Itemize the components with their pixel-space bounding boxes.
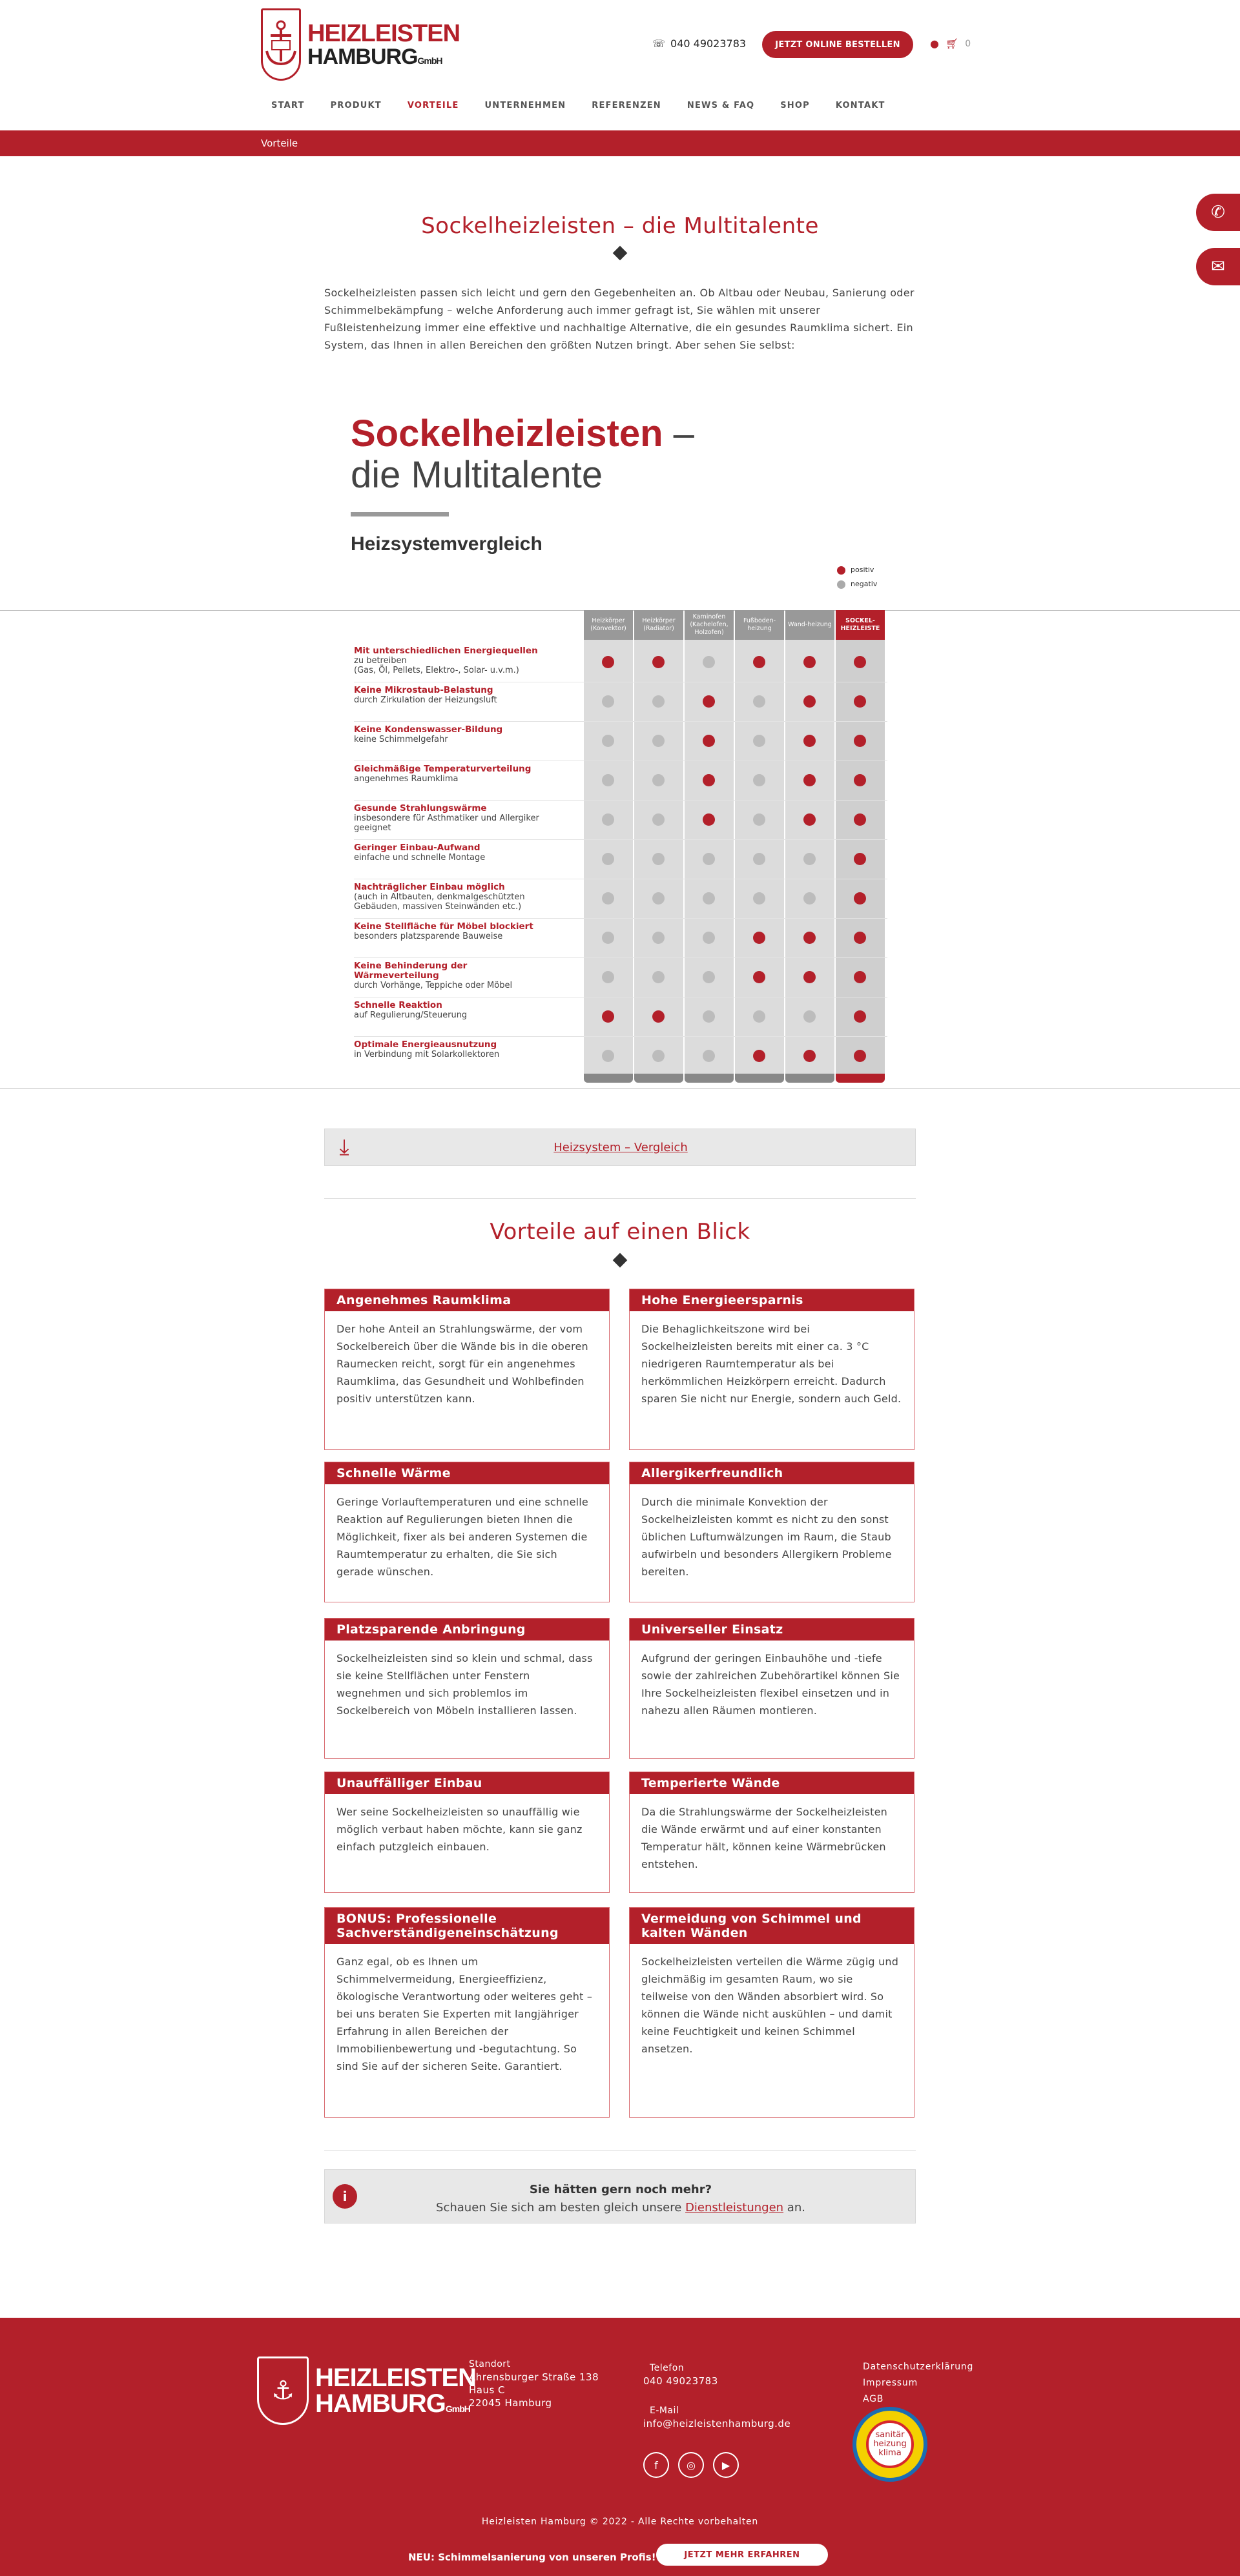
column-header: Wand-heizung (785, 610, 834, 640)
phone-label: Telefon (650, 2363, 685, 2373)
negative-dot-icon (803, 853, 816, 865)
instagram-icon[interactable]: ◎ (678, 2452, 704, 2478)
cart-icon[interactable]: 🛒︎ (945, 37, 959, 50)
positive-dot-icon (854, 971, 866, 983)
legend (837, 563, 877, 591)
nav-item-shop[interactable]: SHOP (780, 101, 810, 110)
positive-dot-icon (803, 656, 816, 668)
positive-dot-icon (703, 774, 715, 786)
footer-email[interactable]: info@heizleistenhamburg.de (643, 2418, 791, 2429)
column-header: SOCKEL-HEIZLEISTE (836, 610, 885, 640)
negative-dot-icon (652, 735, 665, 747)
positive-dot-icon (753, 656, 765, 668)
logo-line1: HEIZLEISTEN (307, 20, 460, 47)
row-label (354, 686, 541, 705)
nav-item-vorteile[interactable]: VORTEILE (407, 101, 459, 110)
column-header: Fußboden-heizung (735, 610, 784, 640)
site-header (0, 0, 1240, 130)
info-icon: i (333, 2184, 357, 2209)
row-description: (auch in Altbauten, denkmalgeschützten Gebäuden, massiven Steinwänden etc.) (354, 892, 525, 912)
positive-dot-icon (753, 1050, 765, 1062)
title-underline (351, 512, 449, 516)
shk-seal (852, 2407, 927, 2482)
benefit-card-text: Aufgrund der geringen Einbauhöhe und -tiefe sowie der zahlreichen Zubehörartikel können Sie Ihre Sockelheizleisten flexibel einsetzen und in nahezu allen Räumen montieren. (641, 1652, 900, 1717)
negative-dot-icon (652, 853, 665, 865)
user-icon[interactable]: ● (930, 37, 939, 50)
footer-logo-line2: HAMBURG (315, 2389, 446, 2418)
negative-dot-icon (703, 971, 715, 983)
negative-dot-icon (652, 1050, 665, 1062)
breadcrumb[interactable]: Vorteile (261, 138, 298, 149)
positive-dot-icon (854, 1010, 866, 1023)
negative-dot-icon (652, 774, 665, 786)
positive-dot-icon (854, 853, 866, 865)
benefit-card-text: Sockelheizleisten verteilen die Wärme zügig und gleichmäßig im gesamten Raum, wo sie teilweise von den Wänden absorbiert wird. So können die Wände nicht auskühlen – und damit keine Feuchtigkeit und keinen Schimmel ansetzen. (641, 1956, 899, 2055)
row-description: auf Regulierung/Steuerung (354, 1010, 468, 1020)
table-row (354, 682, 887, 721)
table-row (354, 957, 887, 997)
positive-dot-icon (803, 774, 816, 786)
benefit-card-title: Hohe Energieersparnis (630, 1289, 914, 1311)
divider (324, 1198, 916, 1199)
positive-dot-icon (854, 1050, 866, 1062)
facebook-icon[interactable]: f (643, 2452, 669, 2478)
negative-dot-icon (703, 1010, 715, 1023)
benefit-card (629, 1462, 914, 1602)
row-title: Keine Behinderung der Wärmeverteilung (354, 961, 468, 981)
negative-dot-icon (652, 932, 665, 944)
benefit-card-title: Schnelle Wärme (325, 1462, 609, 1484)
benefit-card-title: Universeller Einsatz (630, 1619, 914, 1641)
more-title: Sie hätten gern noch mehr? (529, 2183, 712, 2196)
negative-dot-icon (753, 774, 765, 786)
terms-link[interactable]: AGB (863, 2394, 884, 2404)
table-row (354, 721, 887, 761)
positive-dot-icon (602, 1010, 614, 1023)
negative-dot-icon (753, 813, 765, 826)
side-mail-button[interactable] (1196, 248, 1240, 285)
column-header: Heizkörper (Radiator) (634, 610, 683, 640)
negative-dot-icon (602, 932, 614, 944)
row-title: Keine Kondenswasser-Bildung (354, 724, 503, 735)
benefit-card-text: Der hohe Anteil an Strahlungswärme, der vom Sockelbereich über die Wände bis in die oberen Raumecken reicht, sorgt für ein angenehmes Raumklima, das Gesundheit und Wohlbefinden positiv unterstützen kann. (336, 1323, 588, 1405)
row-label (354, 1040, 541, 1059)
benefit-card-text: Geringe Vorlauftemperaturen und eine schnelle Reaktion auf Regulierungen bieten Ihnen die Möglichkeit, fixer als bei anderen Systemen die Raumtemperatur zu erhalten, die Sie sich gerade wünschen. (336, 1496, 588, 1578)
positive-dot-icon (652, 656, 665, 668)
negative-dot-icon (803, 892, 816, 905)
intro-text: Sockelheizleisten passen sich leicht und gern den Gegebenheiten an. Ob Altbau oder Neubau, Sanierung oder Schimmelbekämpfung – welche Anforderung auch immer gefragt ist, Sie wählen mit unserer Fußleistenheizung immer eine effektive und nachhaltige Alternative, die ein gesundes Raumklima sichert. Ein System, das Ihnen in allen Bereichen den größten Nutzen bringt. Aber sehen Sie selbst: (324, 287, 914, 351)
benefit-card-title: Temperierte Wände (630, 1772, 914, 1794)
infographic-title-b: die Multitalente (351, 453, 603, 496)
seal-text: sanitär heizung klima (866, 2420, 914, 2468)
social-links (643, 2452, 739, 2478)
row-title: Geringer Einbau-Aufwand (354, 843, 480, 853)
anchor-logo-icon (261, 8, 301, 81)
row-description: durch Vorhänge, Teppiche oder Möbel (354, 981, 513, 990)
positive-dot-icon (837, 566, 845, 575)
logo-line2: HAMBURG (307, 45, 418, 69)
row-description: in Verbindung mit Solarkollektoren (354, 1050, 500, 1059)
cart-count: 0 (965, 38, 971, 49)
benefit-card (629, 1772, 914, 1893)
download-icon: ⤓ (339, 1134, 349, 1160)
benefit-card-text: Da die Strahlungswärme der Sockelheizleisten die Wände erwärmt und auf einer konstanten Temperatur hält, können keine Wärmebrücken entstehen. (641, 1806, 887, 1870)
table-row (354, 879, 887, 918)
table-row (354, 800, 887, 839)
more-info-box (324, 2169, 916, 2223)
negative-dot-icon (703, 1050, 715, 1062)
negative-dot-icon (602, 735, 614, 747)
address-building: Haus C (469, 2384, 506, 2396)
privacy-link[interactable]: Datenschutzerklärung (863, 2362, 974, 2372)
negative-dot-icon (652, 892, 665, 905)
footer-cta-text: NEU: Schimmelsanierung von unseren Profis! (408, 2551, 656, 2563)
site-logo[interactable] (261, 6, 460, 83)
column-header: Kaminofen (Kachelofen, Holzofen) (685, 610, 734, 640)
main-navigation (261, 101, 898, 110)
benefit-card-title: Vermeidung von Schimmel und kalten Wänden (630, 1908, 914, 1944)
benefit-card (324, 1462, 610, 1602)
benefit-card (324, 1618, 610, 1759)
negative-dot-icon (652, 695, 665, 708)
positive-dot-icon (854, 774, 866, 786)
row-description: einfache und schnelle Montage (354, 853, 486, 863)
positive-dot-icon (753, 971, 765, 983)
benefit-card (629, 1907, 914, 2118)
nav-item-unternehmen[interactable]: UNTERNEHMEN (484, 101, 566, 110)
copyright: Heizleisten Hamburg © 2022 - Alle Rechte vorbehalten (481, 2517, 759, 2527)
more-text-post: an. (783, 2201, 805, 2214)
row-description: besonders platzsparende Bauweise (354, 932, 503, 941)
table-row (354, 642, 887, 682)
logo-suffix: GmbH (417, 56, 442, 66)
nav-item-referenzen[interactable]: REFERENZEN (592, 101, 661, 110)
benefit-card (324, 1772, 610, 1893)
negative-dot-icon (753, 853, 765, 865)
benefit-card (629, 1618, 914, 1759)
footer-phone[interactable]: 040 49023783 (643, 2375, 718, 2387)
benefit-card-text: Ganz egal, ob es Ihnen um Schimmelvermeidung, Energieeffizienz, ökologische Verantwortung oder weiteres geht – bei uns beraten Sie Experten mit langjähriger Erfahrung in allen Bereichen der Immobilienbewertung und -begutachtung. So sind Sie auf der sicheren Seite. Garantiert. (336, 1956, 593, 2072)
positive-dot-icon (703, 735, 715, 747)
positive-dot-icon (803, 971, 816, 983)
address-city: 22045 Hamburg (469, 2397, 552, 2409)
youtube-icon[interactable]: ▶ (713, 2452, 739, 2478)
footer-contact (643, 2362, 790, 2430)
negative-dot-icon (753, 735, 765, 747)
row-label (354, 1001, 541, 1020)
table-row (354, 1036, 887, 1076)
anchor-logo-icon: ⚓ (257, 2356, 309, 2425)
infographic-title (351, 413, 694, 496)
row-description: angenehmes Raumklima (354, 774, 459, 784)
nav-item-start[interactable]: START (271, 101, 305, 110)
row-title: Mit unterschiedlichen Energiequellen (354, 646, 538, 656)
infographic-title-a: Sockelheizleisten (351, 413, 663, 455)
negative-dot-icon (703, 656, 715, 668)
benefit-card-title: Allergikerfreundlich (630, 1462, 914, 1484)
intro-title: Sockelheizleisten – die Multitalente (421, 213, 819, 239)
positive-dot-icon (854, 932, 866, 944)
positive-dot-icon (803, 735, 816, 747)
header-phone-number: 040 49023783 (670, 37, 747, 50)
address-label: Standort (469, 2359, 511, 2369)
benefit-card-title: Angenehmes Raumklima (325, 1289, 609, 1311)
negative-dot-icon (753, 892, 765, 905)
row-label (354, 843, 541, 863)
benefit-card (324, 1907, 610, 2118)
row-label (354, 804, 541, 833)
benefit-card-title: Unauffälliger Einbau (325, 1772, 609, 1794)
positive-dot-icon (854, 656, 866, 668)
positive-dot-icon (703, 695, 715, 708)
legend-positive: positiv (851, 566, 874, 574)
benefit-card-title: BONUS: Professionelle Sachverständigeneinschätzung (325, 1908, 609, 1944)
table-row (354, 918, 887, 957)
row-title: Schnelle Reaktion (354, 1000, 442, 1010)
negative-dot-icon (602, 774, 614, 786)
row-description: zu betreiben (Gas, Öl, Pellets, Elektro-, Solar- u.v.m.) (354, 656, 519, 675)
negative-dot-icon (652, 813, 665, 826)
nav-item-produkt[interactable]: PRODUKT (330, 101, 382, 110)
download-box[interactable] (324, 1129, 916, 1166)
negative-dot-icon (602, 971, 614, 983)
row-label (354, 646, 541, 675)
positive-dot-icon (803, 1050, 816, 1062)
nav-item-news-faq[interactable]: NEWS & FAQ (687, 101, 755, 110)
negative-dot-icon (703, 892, 715, 905)
row-description: durch Zirkulation der Heizungsluft (354, 695, 497, 705)
benefits-title: Vorteile auf einen Blick (490, 1219, 750, 1245)
row-title: Gesunde Strahlungswärme (354, 803, 487, 813)
negative-dot-icon (602, 853, 614, 865)
benefit-card-text: Durch die minimale Konvektion der Sockelheizleisten kommt es nicht zu den sonst üblichen Luftumwälzungen im Raum, die Staub aufwirbeln und besonders Allergikern Probleme bereiten. (641, 1496, 892, 1578)
infographic-title-dash: – (663, 413, 694, 455)
negative-dot-icon (837, 580, 845, 589)
positive-dot-icon (803, 813, 816, 826)
footer-logo[interactable] (257, 2356, 476, 2425)
row-description: insbesondere für Asthmatiker und Allergiker geeignet (354, 813, 539, 833)
positive-dot-icon (854, 695, 866, 708)
benefit-card-text: Wer seine Sockelheizleisten so unauffällig wie möglich verbaut haben möchte, kann sie ganz einfach putzgleich einbauen. (336, 1806, 583, 1853)
phone-icon: ✆ (1211, 203, 1225, 222)
services-link[interactable]: Dienstleistungen (685, 2201, 784, 2214)
email-label: E-Mail (650, 2406, 679, 2416)
negative-dot-icon (652, 971, 665, 983)
positive-dot-icon (803, 932, 816, 944)
row-title: Nachträglicher Einbau möglich (354, 882, 505, 892)
benefit-card (324, 1289, 610, 1450)
negative-dot-icon (703, 932, 715, 944)
imprint-link[interactable]: Impressum (863, 2378, 918, 2388)
negative-dot-icon (703, 853, 715, 865)
download-link[interactable]: Heizsystem – Vergleich (553, 1141, 688, 1154)
benefit-card-text: Die Behaglichkeitszone wird bei Sockelheizleisten bereits mit einer ca. 3 °C niedrigeren Raumtemperatur als bei herkömmlichen Heizkörpern erreicht. Dadurch sparen Sie nicht nur Energie, sondern auch Geld. (641, 1323, 902, 1405)
benefit-card-title: Platzsparende Anbringung (325, 1619, 609, 1641)
address-street: Ahrensburger Straße 138 (469, 2371, 599, 2383)
negative-dot-icon (753, 1010, 765, 1023)
column-header: Heizkörper (Konvektor) (584, 610, 633, 640)
learn-more-button[interactable]: JETZT MEHR ERFAHREN (656, 2544, 828, 2566)
site-footer (0, 2318, 1240, 2576)
phone-icon: ☏ (652, 37, 666, 50)
breadcrumb-bar (0, 130, 1240, 156)
row-label (354, 961, 541, 990)
row-label (354, 922, 541, 941)
nav-item-kontakt[interactable]: KONTAKT (835, 101, 885, 110)
infographic-subtitle: Heizsystemvergleich (351, 533, 542, 555)
positive-dot-icon (652, 1010, 665, 1023)
table-row (354, 997, 887, 1036)
footer-links (863, 2359, 973, 2407)
negative-dot-icon (602, 813, 614, 826)
positive-dot-icon (803, 695, 816, 708)
row-title: Gleichmäßige Temperaturverteilung (354, 764, 532, 774)
table-row (354, 761, 887, 800)
benefit-card-text: Sockelheizleisten sind so klein und schmal, dass sie keine Stellflächen unter Fenstern wegnehmen und sich problemlos im Sockelbereich von Möbeln installieren lassen. (336, 1652, 593, 1717)
row-label (354, 764, 541, 784)
negative-dot-icon (602, 892, 614, 905)
row-title: Keine Stellfläche für Möbel blockiert (354, 921, 533, 932)
benefit-card (629, 1289, 914, 1450)
negative-dot-icon (753, 695, 765, 708)
positive-dot-icon (854, 735, 866, 747)
header-phone[interactable] (652, 37, 746, 50)
positive-dot-icon (703, 813, 715, 826)
positive-dot-icon (602, 656, 614, 668)
footer-logo-suffix: GmbH (445, 2404, 470, 2414)
positive-dot-icon (753, 932, 765, 944)
footer-address (469, 2358, 599, 2409)
diamond-divider (613, 246, 628, 261)
table-row (354, 839, 887, 879)
mail-icon: ✉ (1211, 257, 1225, 276)
positive-dot-icon (854, 813, 866, 826)
footer-logo-line1: HEIZLEISTEN (315, 2364, 477, 2392)
row-description: keine Schimmelgefahr (354, 735, 448, 744)
diamond-divider (613, 1253, 628, 1268)
more-text-pre: Schauen Sie sich am besten gleich unsere (436, 2201, 686, 2214)
row-title: Optimale Energieausnutzung (354, 1039, 497, 1050)
row-title: Keine Mikrostaub-Belastung (354, 685, 493, 695)
positive-dot-icon (854, 892, 866, 905)
negative-dot-icon (803, 1010, 816, 1023)
row-label (354, 883, 541, 912)
row-label (354, 725, 541, 744)
order-online-button[interactable]: JETZT ONLINE BESTELLEN (762, 31, 913, 58)
negative-dot-icon (602, 1050, 614, 1062)
negative-dot-icon (602, 695, 614, 708)
divider (324, 2150, 916, 2151)
legend-negative: negativ (851, 580, 878, 588)
